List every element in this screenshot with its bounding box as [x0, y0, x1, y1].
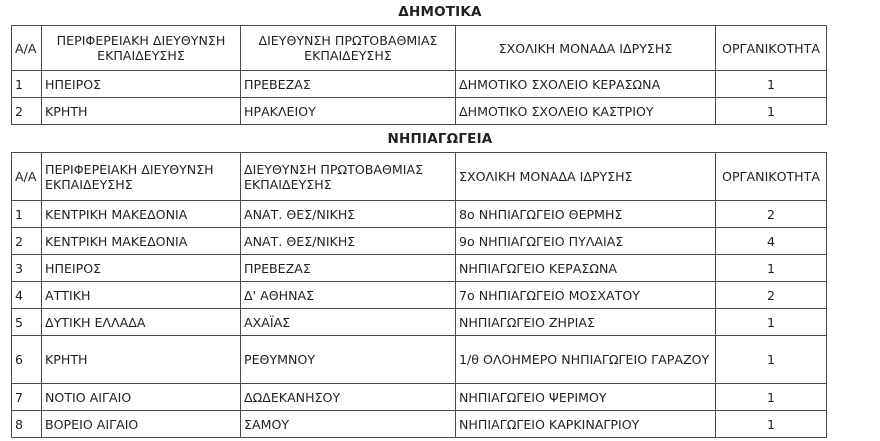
cell-region: ΗΠΕΙΡΟΣ	[42, 255, 241, 282]
cell-school: 8ο ΝΗΠΙΑΓΩΓΕΙΟ ΘΕΡΜΗΣ	[456, 201, 716, 228]
cell-aa: 1	[12, 201, 42, 228]
table-row	[12, 201, 827, 228]
cell-aa: 2	[12, 98, 42, 125]
table-row	[12, 384, 827, 411]
cell-school: ΝΗΠΙΑΓΩΓΕΙΟ ΚΑΡΚΙΝΑΓΡΙΟΥ	[456, 411, 716, 438]
cell-aa: 3	[12, 255, 42, 282]
header-school: ΣΧΟΛΙΚΗ ΜΟΝΑΔΑ ΙΔΡΥΣΗΣ	[456, 153, 716, 201]
header-directorate: ΔΙΕΥΘΥΝΣΗ ΠΡΩΤΟΒΑΘΜΙΑΣ ΕΚΠΑΙΔΕΥΣΗΣ	[241, 153, 456, 201]
cell-aa: 5	[12, 309, 42, 336]
cell-directorate: ΑΝΑΤ. ΘΕΣ/ΝΙΚΗΣ	[241, 228, 456, 255]
cell-directorate: ΑΝΑΤ. ΘΕΣ/ΝΙΚΗΣ	[241, 201, 456, 228]
cell-capacity: 1	[716, 336, 827, 384]
cell-region: ΗΠΕΙΡΟΣ	[42, 71, 241, 98]
header-aa: Α/Α	[12, 153, 42, 201]
cell-region: ΚΡΗΤΗ	[42, 98, 241, 125]
header-aa: Α/Α	[12, 26, 42, 71]
cell-school: ΝΗΠΙΑΓΩΓΕΙΟ ΖΗΡΙΑΣ	[456, 309, 716, 336]
table-row	[12, 411, 827, 438]
section-title-primary-schools: ΔΗΜΟΤΙΚΑ	[398, 4, 482, 20]
cell-school: 7ο ΝΗΠΙΑΓΩΓΕΙΟ ΜΟΣΧΑΤΟΥ	[456, 282, 716, 309]
header-directorate: ΔΙΕΥΘΥΝΣΗ ΠΡΩΤΟΒΑΘΜΙΑΣ ΕΚΠΑΙΔΕΥΣΗΣ	[241, 26, 456, 71]
header-region: ΠΕΡΙΦΕΡΕΙΑΚΗ ΔΙΕΥΘΥΝΣΗ ΕΚΠΑΙΔΕΥΣΗΣ	[42, 153, 241, 201]
table-row	[12, 228, 827, 255]
cell-school: ΝΗΠΙΑΓΩΓΕΙΟ ΚΕΡΑΣΩΝΑ	[456, 255, 716, 282]
cell-directorate: ΣΑΜΟΥ	[241, 411, 456, 438]
cell-directorate: ΑΧΑΪΑΣ	[241, 309, 456, 336]
cell-capacity: 2	[716, 282, 827, 309]
cell-aa: 7	[12, 384, 42, 411]
cell-aa: 2	[12, 228, 42, 255]
cell-capacity: 1	[716, 255, 827, 282]
table-row	[12, 282, 827, 309]
cell-capacity: 1	[716, 309, 827, 336]
cell-aa: 4	[12, 282, 42, 309]
cell-region: ΚΡΗΤΗ	[42, 336, 241, 384]
cell-capacity: 1	[716, 98, 827, 125]
table-row	[12, 255, 827, 282]
cell-capacity: 4	[716, 228, 827, 255]
header-capacity: ΟΡΓΑΝΙΚΟΤΗΤΑ	[716, 26, 827, 71]
cell-capacity: 1	[716, 71, 827, 98]
table-row	[12, 309, 827, 336]
cell-region: ΝΟΤΙΟ ΑΙΓΑΙΟ	[42, 384, 241, 411]
header-capacity: ΟΡΓΑΝΙΚΟΤΗΤΑ	[716, 153, 827, 201]
cell-aa: 6	[12, 336, 42, 384]
cell-region: ΚΕΝΤΡΙΚΗ ΜΑΚΕΔΟΝΙΑ	[42, 201, 241, 228]
header-region: ΠΕΡΙΦΕΡΕΙΑΚΗ ΔΙΕΥΘΥΝΣΗ ΕΚΠΑΙΔΕΥΣΗΣ	[42, 26, 241, 71]
table-row	[12, 336, 827, 384]
cell-region: ΔΥΤΙΚΗ ΕΛΛΑΔΑ	[42, 309, 241, 336]
cell-school: ΝΗΠΙΑΓΩΓΕΙΟ ΨΕΡΙΜΟΥ	[456, 384, 716, 411]
table-header-row	[12, 153, 827, 201]
cell-directorate: ΠΡΕΒΕΖΑΣ	[241, 71, 456, 98]
kindergartens-table	[11, 152, 827, 438]
cell-region: ΚΕΝΤΡΙΚΗ ΜΑΚΕΔΟΝΙΑ	[42, 228, 241, 255]
cell-region: ΒΟΡΕΙΟ ΑΙΓΑΙΟ	[42, 411, 241, 438]
cell-school: ΔΗΜΟΤΙΚΟ ΣΧΟΛΕΙΟ ΚΑΣΤΡΙΟΥ	[456, 98, 716, 125]
primary-schools-table	[11, 25, 827, 125]
cell-region: ΑΤΤΙΚΗ	[42, 282, 241, 309]
cell-aa: 1	[12, 71, 42, 98]
cell-school: ΔΗΜΟΤΙΚΟ ΣΧΟΛΕΙΟ ΚΕΡΑΣΩΝΑ	[456, 71, 716, 98]
cell-directorate: ΔΩΔΕΚΑΝΗΣΟΥ	[241, 384, 456, 411]
section-title-kindergartens: ΝΗΠΙΑΓΩΓΕΙΑ	[387, 131, 493, 147]
cell-capacity: 1	[716, 384, 827, 411]
cell-aa: 8	[12, 411, 42, 438]
cell-directorate: Δ' ΑΘΗΝΑΣ	[241, 282, 456, 309]
cell-directorate: ΡΕΘΥΜΝΟΥ	[241, 336, 456, 384]
cell-school: 9ο ΝΗΠΙΑΓΩΓΕΙΟ ΠΥΛΑΙΑΣ	[456, 228, 716, 255]
table-row	[12, 71, 827, 98]
table-row	[12, 98, 827, 125]
cell-directorate: ΠΡΕΒΕΖΑΣ	[241, 255, 456, 282]
cell-school: 1/θ ΟΛΟΗΜΕΡΟ ΝΗΠΙΑΓΩΓΕΙΟ ΓΑΡΑΖΟΥ	[456, 336, 716, 384]
cell-capacity: 1	[716, 411, 827, 438]
header-school: ΣΧΟΛΙΚΗ ΜΟΝΑΔΑ ΙΔΡΥΣΗΣ	[456, 26, 716, 71]
cell-capacity: 2	[716, 201, 827, 228]
table-header-row	[12, 26, 827, 71]
cell-directorate: ΗΡΑΚΛΕΙΟΥ	[241, 98, 456, 125]
